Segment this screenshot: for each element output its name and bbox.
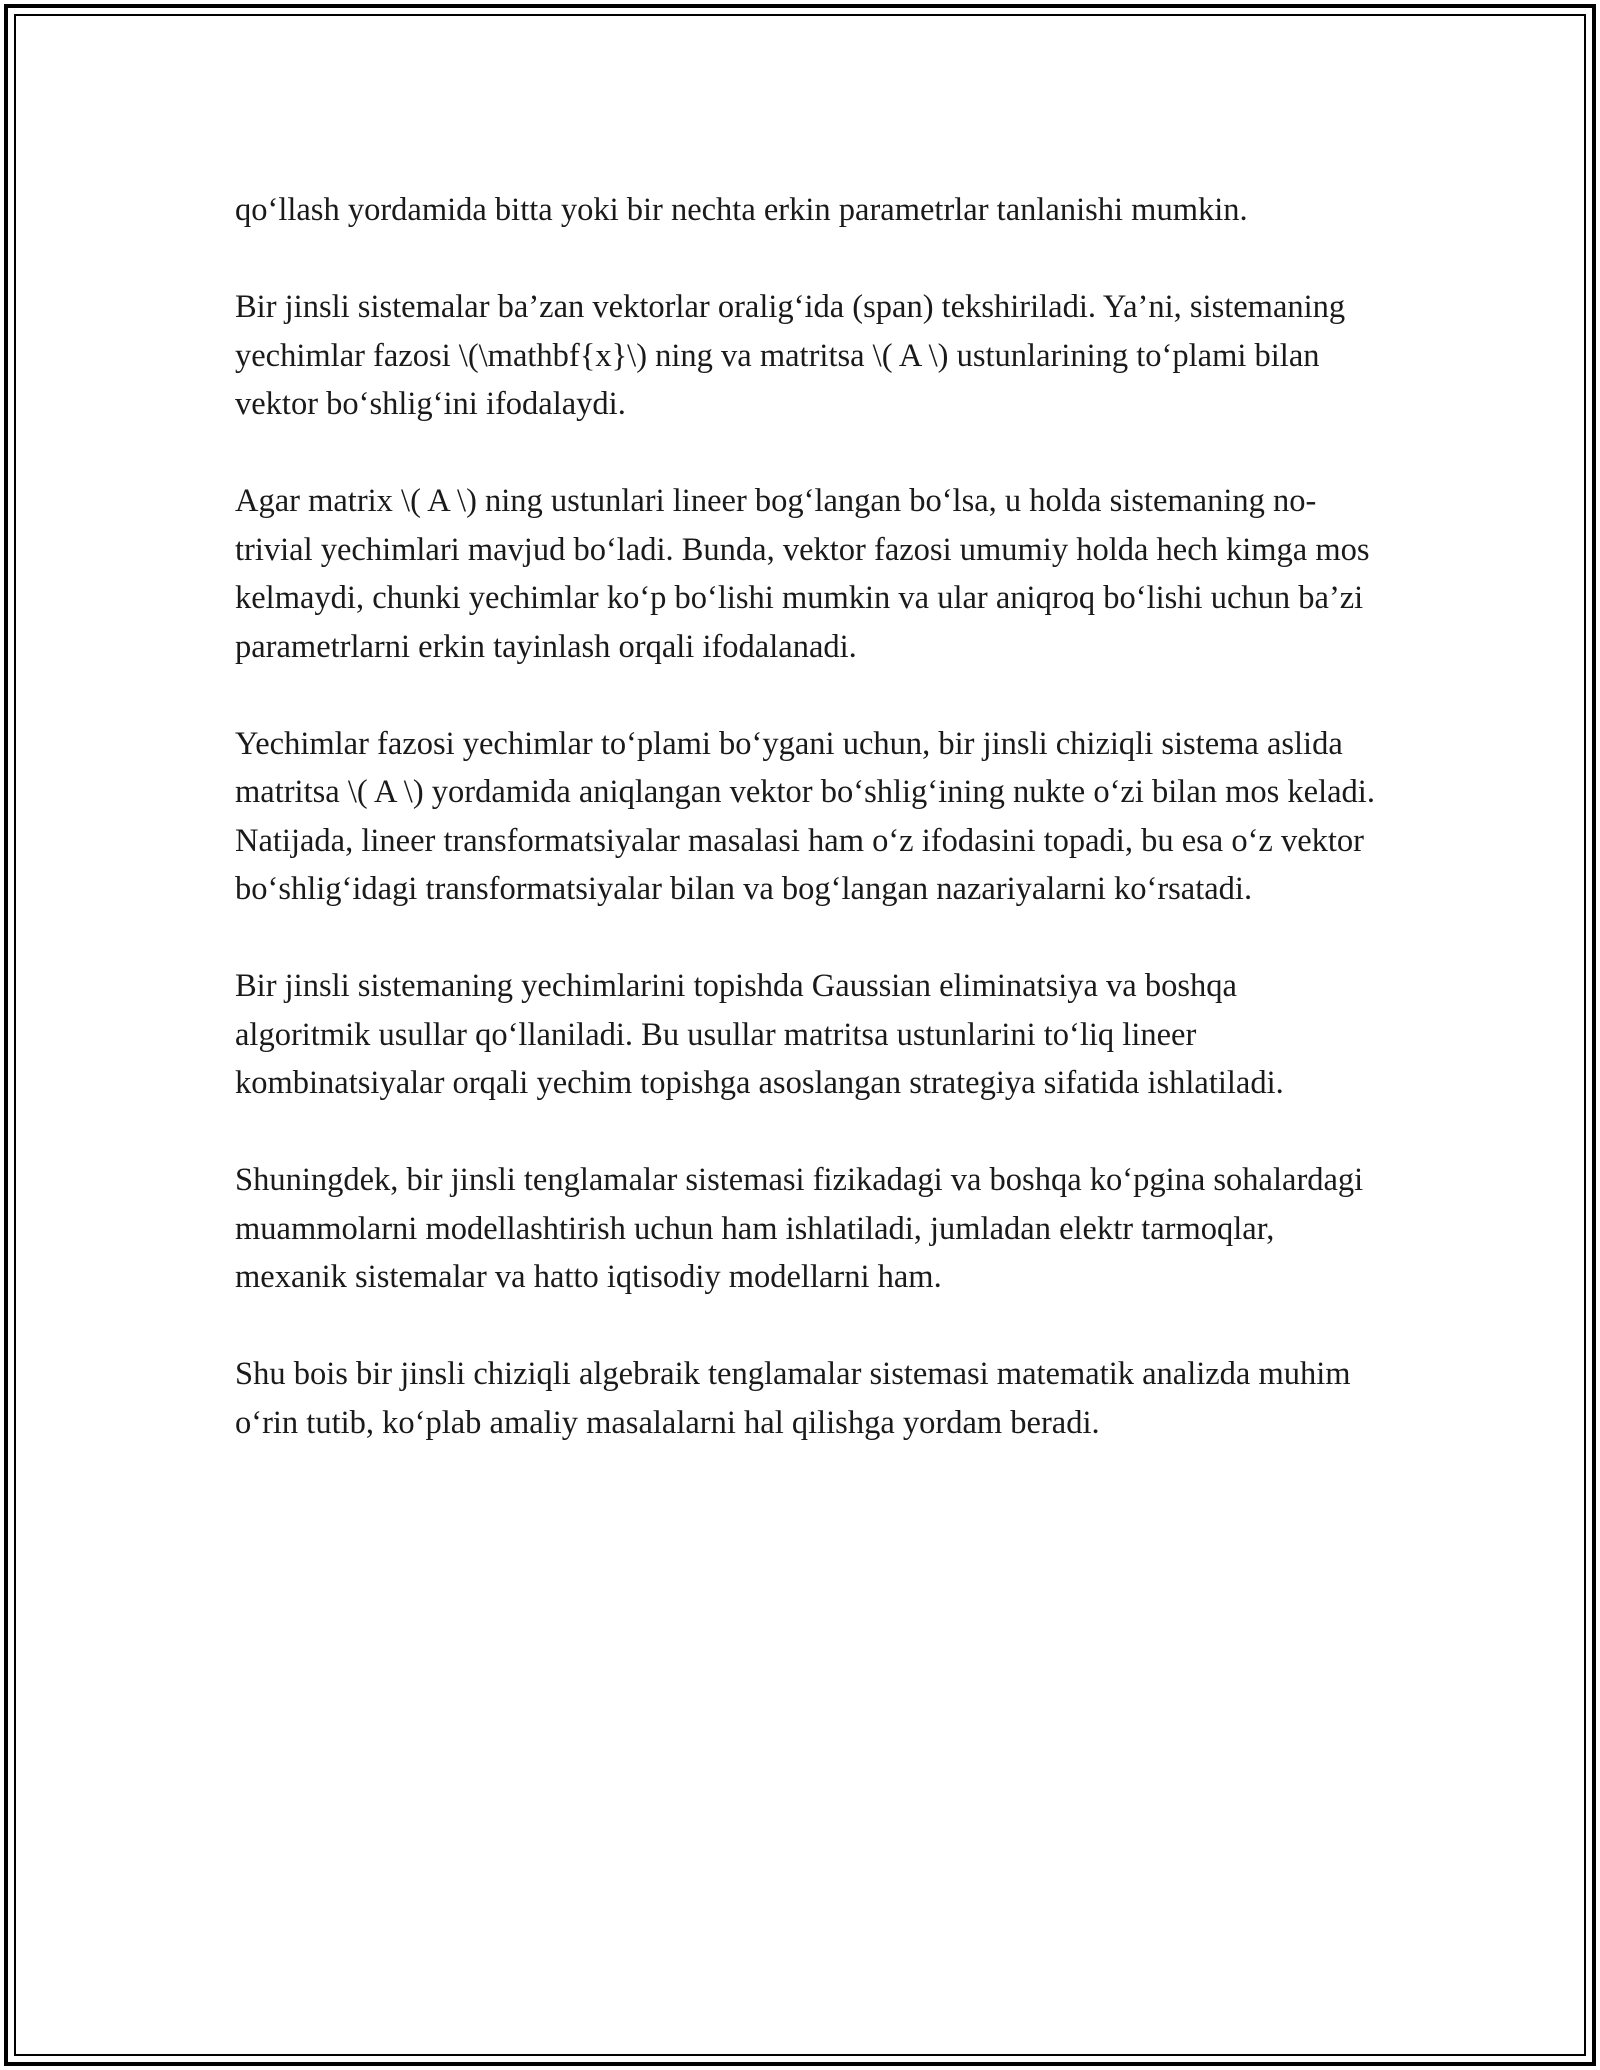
paragraph-2: Bir jinsli sistemalar ba’zan vektorlar oralig‘ida (span) tekshiriladi. Ya’ni, sistemaning yechimlar fazosi \(\mathbf{x}\) ning va matritsa \( A \) ustunlarining to‘plami bilan vektor bo‘shlig‘ini ifodalaydi. — [235, 289, 1346, 422]
paragraph-7: Shu bois bir jinsli chiziqli algebraik tenglamalar sistemasi matematik analizda muhim o‘rin tutib, ko‘plab amaliy masalalarni hal qilishga yordam beradi. — [235, 1356, 1351, 1441]
paragraph-5: Bir jinsli sistemaning yechimlarini topishda Gaussian eliminatsiya va boshqa algoritmik usullar qo‘llaniladi. Bu usullar matritsa ustunlarini to‘liq lineer kombinatsiyalar orqali yechim topishga asoslangan strategiya sifatida ishlatiladi. — [235, 968, 1284, 1101]
paragraph-6: Shuningdek, bir jinsli tenglamalar sistemasi fizikadagi va boshqa ko‘pgina sohalardagi muammolarni modellashtirish uchun ham ishlatiladi, jumladan elektr tarmoqlar, mexanik sistemalar va hatto iqtisodiy modellarni ham. — [235, 1162, 1364, 1295]
document-body — [235, 186, 1375, 1496]
paragraph-4: Yechimlar fazosi yechimlar to‘plami bo‘ygani uchun, bir jinsli chiziqli sistema aslida matritsa \( A \) yordamida aniqlangan vektor bo‘shlig‘ining nukte o‘zi bilan mos keladi. Natijada, lineer transformatsiyalar masalasi ham o‘z ifodasini topadi, bu esa o‘z vektor bo‘shlig‘idagi transformatsiyalar bilan va bog‘langan nazariyalarni ko‘rsatadi. — [235, 725, 1375, 907]
paragraph-3: Agar matrix \( A \) ning ustunlari lineer bog‘langan bo‘lsa, u holda sistemaning no-trivial yechimlari mavjud bo‘ladi. Bunda, vektor fazosi umumiy holda hech kimga mos kelmaydi, chunki yechimlar ko‘p bo‘lishi mumkin va ular aniqroq bo‘lishi uchun ba’zi parametrlarni erkin tayinlash orqali ifodalanadi. — [235, 483, 1370, 665]
paragraph-1: qo‘llash yordamida bitta yoki bir nechta erkin parametrlar tanlanishi mumkin. — [235, 192, 1248, 228]
